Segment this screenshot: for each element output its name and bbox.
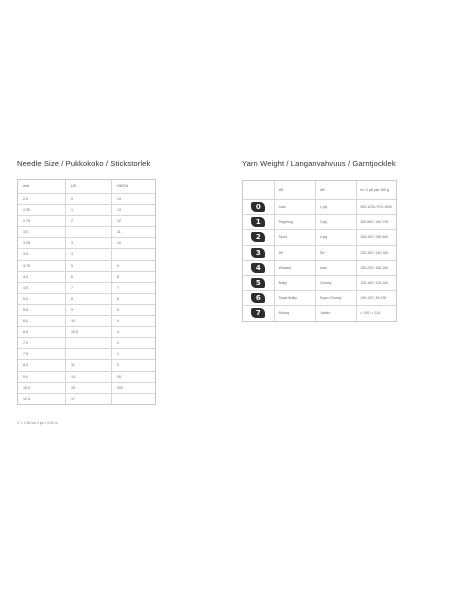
table-cell: 8 bbox=[65, 294, 111, 304]
table-cell: 6.5 bbox=[23, 330, 28, 335]
table-cell: Roving bbox=[274, 306, 315, 320]
column-header: UK bbox=[315, 181, 355, 199]
table-cell: 4.5 bbox=[23, 285, 28, 290]
needle-size-footnote: 1" = 2.54 cm 1 yd = 0.91 m bbox=[17, 421, 58, 425]
needle-size-title: Needle Size / Pukkokoko / Stickstorlek bbox=[17, 159, 151, 168]
table-cell: Sport bbox=[274, 230, 315, 244]
table-cell: 3 ply bbox=[315, 215, 355, 229]
table-cell: 12.0 bbox=[23, 396, 30, 401]
badge-cell bbox=[243, 291, 274, 305]
table-cell: 1 bbox=[111, 349, 155, 359]
table-header-row bbox=[243, 181, 396, 199]
table-row bbox=[18, 359, 155, 370]
table-cell: 17 bbox=[65, 394, 111, 404]
table-row bbox=[18, 382, 155, 393]
table-cell: 7.0 bbox=[23, 341, 28, 346]
table-cell: 2 bbox=[111, 338, 155, 348]
table-cell: 10.5 bbox=[65, 327, 111, 337]
yarn-weight-symbol-icon: 0 bbox=[251, 202, 265, 212]
table-cell: 100-150 / 110-160 bbox=[356, 276, 396, 290]
table-cell: 400-560 / 440-730 bbox=[356, 215, 396, 229]
table-cell: 300-400 / 330-440 bbox=[356, 230, 396, 244]
table-row bbox=[18, 215, 155, 226]
table-row bbox=[18, 271, 155, 282]
table-cell: 2.0 bbox=[23, 197, 28, 201]
table-cell: 6 bbox=[65, 272, 111, 282]
table-cell: Lace bbox=[274, 200, 315, 214]
table-cell: 13 bbox=[65, 372, 111, 382]
column-header: m / 1 yd. per 100 g bbox=[356, 181, 396, 199]
yarn-weight-symbol-icon: 6 bbox=[251, 293, 265, 303]
table-cell: 3.0 bbox=[23, 230, 28, 235]
badge-cell bbox=[243, 215, 274, 229]
table-cell: 4 bbox=[65, 249, 111, 259]
badge-cell bbox=[243, 200, 274, 214]
needle-size-table bbox=[17, 179, 156, 405]
table-cell bbox=[65, 349, 111, 359]
table-cell: 2.25 bbox=[23, 208, 30, 213]
column-header bbox=[243, 181, 274, 199]
table-cell: 1 ply bbox=[315, 200, 355, 214]
table-row bbox=[243, 290, 396, 305]
table-cell: 4 ply bbox=[315, 230, 355, 244]
table-cell: 2 bbox=[65, 216, 111, 226]
table-cell: 10.0 bbox=[23, 385, 30, 390]
badge-cell bbox=[243, 230, 274, 244]
table-cell: Aran bbox=[315, 261, 355, 275]
table-cell: 9 bbox=[65, 305, 111, 315]
badge-cell bbox=[243, 306, 274, 320]
table-cell: 0 bbox=[111, 360, 155, 370]
table-cell: 8.0 bbox=[23, 363, 28, 368]
table-row bbox=[18, 337, 155, 348]
table-row bbox=[18, 260, 155, 271]
table-cell: 7 bbox=[111, 283, 155, 293]
table-row bbox=[243, 275, 396, 290]
yarn-weight-symbol-icon: 4 bbox=[251, 263, 265, 273]
badge-cell bbox=[243, 246, 274, 260]
table-cell: 5 bbox=[65, 261, 111, 271]
column-header: US bbox=[65, 180, 111, 193]
yarn-weight-symbol-icon: 7 bbox=[251, 308, 265, 318]
table-cell: Super Bulky bbox=[274, 291, 315, 305]
table-row bbox=[18, 371, 155, 382]
table-row bbox=[18, 226, 155, 237]
table-row bbox=[18, 248, 155, 259]
table-cell bbox=[65, 227, 111, 237]
yarn-weight-symbol-icon: 5 bbox=[251, 278, 265, 288]
table-row bbox=[243, 229, 396, 244]
table-cell: 4.0 bbox=[23, 274, 28, 279]
column-header: mm bbox=[23, 184, 29, 188]
table-cell: 0 bbox=[65, 194, 111, 204]
table-cell: 150-220 / 160-240 bbox=[356, 261, 396, 275]
table-cell: Chunky bbox=[315, 276, 355, 290]
table-row bbox=[243, 260, 396, 275]
yarn-weight-title: Yarn Weight / Langanvahvuus / Garntjocklek bbox=[242, 159, 396, 168]
table-cell: 3 bbox=[65, 238, 111, 248]
table-row bbox=[243, 199, 396, 214]
table-cell: 520-1100 / 570-1600 bbox=[356, 200, 396, 214]
column-header: US bbox=[274, 181, 315, 199]
table-cell: 1 bbox=[65, 205, 111, 215]
table-cell: 9 bbox=[111, 261, 155, 271]
column-header: UK/CA bbox=[111, 180, 155, 193]
table-row bbox=[18, 204, 155, 215]
table-cell: 5.5 bbox=[23, 307, 28, 312]
table-cell: 15 bbox=[65, 383, 111, 393]
yarn-weight-symbol-icon: 3 bbox=[251, 248, 265, 258]
table-row bbox=[243, 245, 396, 260]
table-cell: 3.75 bbox=[23, 263, 30, 268]
table-cell: 5.0 bbox=[23, 296, 28, 301]
table-cell: 4 bbox=[111, 316, 155, 326]
table-row bbox=[18, 193, 155, 204]
table-cell: Fingering bbox=[274, 215, 315, 229]
table-row bbox=[18, 237, 155, 248]
table-cell: 2.75 bbox=[23, 219, 30, 224]
table-cell: 000 bbox=[111, 383, 155, 393]
table-cell: 5 bbox=[111, 305, 155, 315]
table-cell: 3.5 bbox=[23, 252, 28, 257]
table-header-row bbox=[18, 180, 155, 193]
table-cell: Jumbo bbox=[315, 306, 355, 320]
yarn-weight-symbol-icon: 1 bbox=[251, 217, 265, 227]
table-cell: DK bbox=[274, 246, 315, 260]
table-cell: Bulky bbox=[274, 276, 315, 290]
table-row bbox=[18, 293, 155, 304]
table-cell: 7 bbox=[65, 283, 111, 293]
table-cell: 9.0 bbox=[23, 374, 28, 379]
table-row bbox=[18, 282, 155, 293]
table-cell: 11 bbox=[65, 360, 111, 370]
table-row bbox=[243, 214, 396, 229]
table-cell bbox=[111, 394, 155, 404]
table-cell: Super Chunky bbox=[315, 291, 355, 305]
table-cell bbox=[111, 249, 155, 259]
yarn-weight-symbol-icon: 2 bbox=[251, 232, 265, 242]
table-cell: 100-120 / 90-130 bbox=[356, 291, 396, 305]
table-cell: 6 bbox=[111, 294, 155, 304]
table-cell: < 100 / < 110 bbox=[356, 306, 396, 320]
badge-cell bbox=[243, 276, 274, 290]
table-cell: 14 bbox=[111, 194, 155, 204]
table-cell: 13 bbox=[111, 205, 155, 215]
badge-cell bbox=[243, 261, 274, 275]
table-cell: DK bbox=[315, 246, 355, 260]
table-cell: 00 bbox=[111, 372, 155, 382]
table-row bbox=[18, 393, 155, 404]
table-cell: 220-300 / 240-330 bbox=[356, 246, 396, 260]
table-row bbox=[18, 326, 155, 337]
table-cell: 7.5 bbox=[23, 352, 28, 357]
table-cell: 3.25 bbox=[23, 241, 30, 246]
table-cell: 11 bbox=[111, 227, 155, 237]
yarn-weight-table bbox=[242, 180, 397, 322]
table-cell bbox=[65, 338, 111, 348]
table-cell: 10 bbox=[65, 316, 111, 326]
table-cell: 3 bbox=[111, 327, 155, 337]
table-cell: 10 bbox=[111, 238, 155, 248]
table-cell: 12 bbox=[111, 216, 155, 226]
table-row bbox=[243, 305, 396, 320]
table-row bbox=[18, 304, 155, 315]
table-row bbox=[18, 315, 155, 326]
table-cell: 8 bbox=[111, 272, 155, 282]
table-cell: Worsted bbox=[274, 261, 315, 275]
table-row bbox=[18, 348, 155, 359]
table-cell: 6.0 bbox=[23, 319, 28, 324]
